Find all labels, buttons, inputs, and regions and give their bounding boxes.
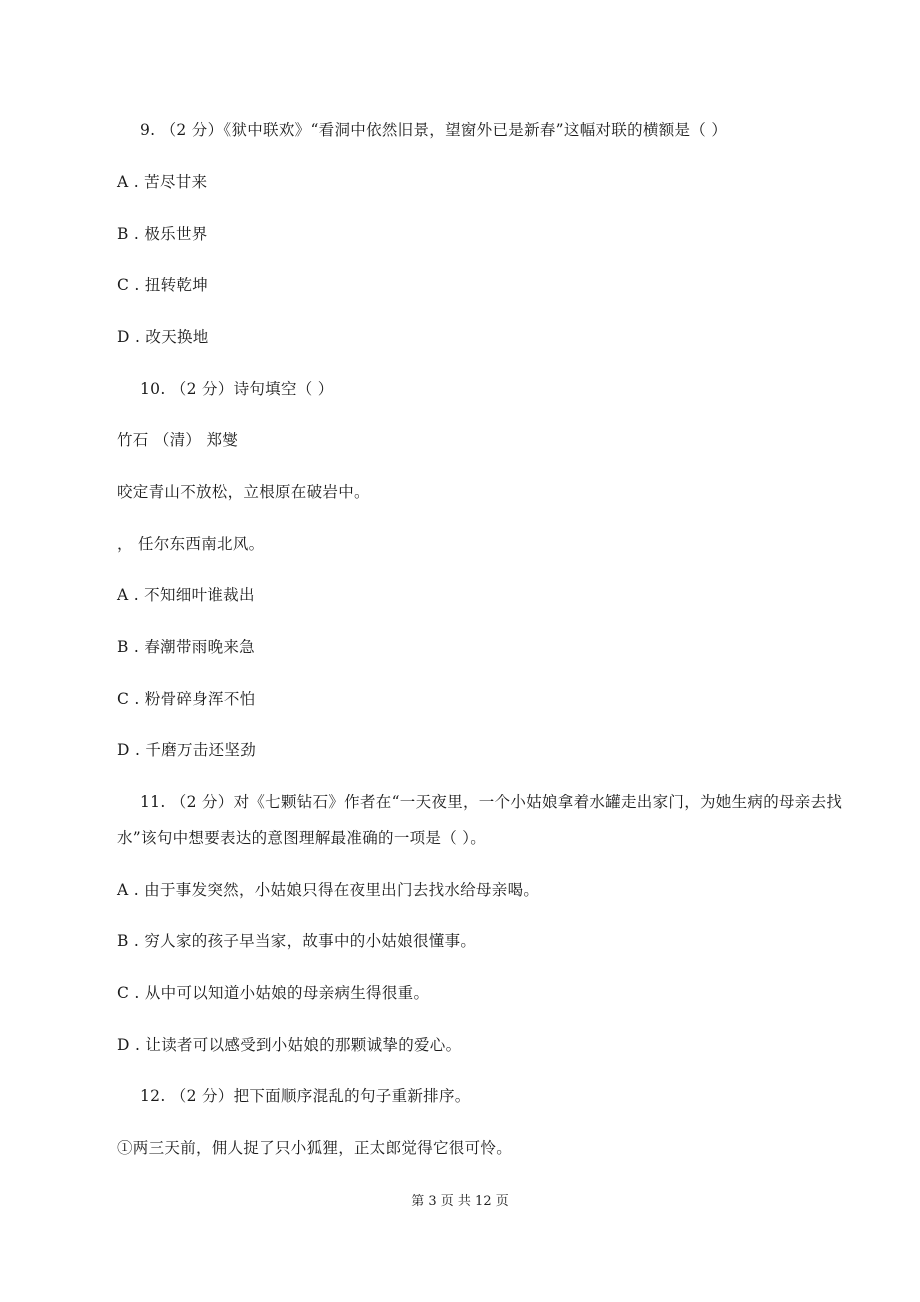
question-11-option-d: D . 让读者可以感受到小姑娘的那颗诚挚的爱心。 — [117, 1036, 462, 1054]
poem-line-2: ， 任尔东西南北风。 — [117, 535, 265, 553]
question-9-option-c: C . 扭转乾坤 — [117, 276, 209, 294]
poem-line-1: 咬定青山不放松，立根原在破岩中。 — [117, 483, 370, 501]
question-11-stem-line-2: 水”该句中想要表达的意图理解最准确的一项是（ ）。 — [117, 829, 487, 847]
question-9-option-d: D . 改天换地 — [117, 328, 209, 346]
question-9-option-b: B . 极乐世界 — [117, 225, 208, 243]
question-12-sentence-1: ①两三天前，佣人捉了只小狐狸，正太郎觉得它很可怜。 — [117, 1139, 513, 1157]
question-10-option-c: C . 粉骨碎身浑不怕 — [117, 690, 256, 708]
question-10-option-d: D . 千磨万击还坚劲 — [117, 741, 257, 759]
poem-title: 竹石 （清） 郑燮 — [117, 431, 239, 449]
question-10-stem: 10. （2 分）诗句填空（ ） — [140, 380, 334, 398]
question-10-option-b: B . 春潮带雨晚来急 — [117, 638, 255, 656]
page-footer: 第 3 页 共 12 页 — [411, 1194, 509, 1209]
question-11-option-c: C . 从中可以知道小姑娘的母亲病生得很重。 — [117, 984, 430, 1002]
question-9-stem: 9. （2 分）《狱中联欢》“看洞中依然旧景，望窗外已是新春”这幅对联的横额是（ ） — [140, 121, 728, 139]
question-11-stem-line-1: 11. （2 分）对《七颗钻石》作者在“一天夜里，一个小姑娘拿着水罐走出家门，为她生病的母亲去找 — [140, 793, 843, 811]
question-11-option-b: B . 穷人家的孩子早当家，故事中的小姑娘很懂事。 — [117, 932, 477, 950]
question-9-option-a: A . 苦尽甘来 — [117, 173, 208, 191]
question-11-option-a: A . 由于事发突然，小姑娘只得在夜里出门去找水给母亲喝。 — [117, 881, 540, 899]
question-10-option-a: A . 不知细叶谁裁出 — [117, 586, 255, 604]
question-12-stem: 12. （2 分）把下面顺序混乱的句子重新排序。 — [140, 1087, 471, 1105]
